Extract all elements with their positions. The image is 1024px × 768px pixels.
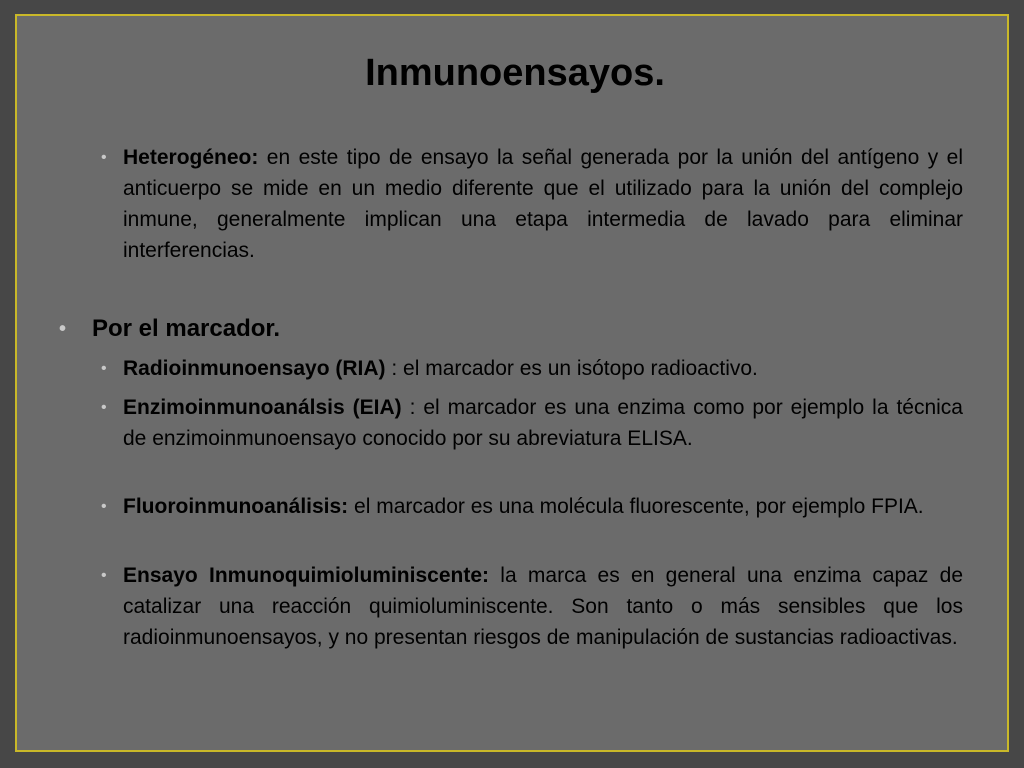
bullet-heterogeneo <box>101 142 963 266</box>
term-ria: Radioinmunoensayo (RIA) <box>123 357 386 380</box>
heading-marcador: Por el marcador. <box>92 315 281 342</box>
slide-title: Inmunoensayos. <box>365 52 665 94</box>
text-fluoro: el marcador es una molécula fluorescente, por ejemplo FPIA. <box>348 495 924 518</box>
bullet-icon: • <box>101 149 107 166</box>
text-ria: : el marcador es un isótopo radioactivo. <box>385 357 758 380</box>
bullet-icon: • <box>59 318 67 340</box>
term-fluoro: Fluoroinmunoanálisis: <box>123 495 349 518</box>
bullet-icon: • <box>101 360 107 377</box>
bullet-por-el-marcador <box>59 314 962 344</box>
bullet-eia <box>101 392 963 454</box>
text-heterogeneo: en este tipo de ensayo la señal generada por la unión del antígeno y el anticuerpo se mide en un medio diferente que el utilizado para la unión del complejo inmune, generalmente implican una etapa intermedia de lavado para eliminar interferencias. <box>123 146 963 262</box>
bullet-fluoro <box>101 491 963 522</box>
bullet-ria <box>101 353 963 384</box>
bullet-quimio <box>101 560 963 653</box>
bullet-icon: • <box>101 399 107 416</box>
term-heterogeneo: Heterogéneo: <box>123 146 259 169</box>
bullet-icon: • <box>101 567 107 584</box>
text-quimio: la marca es en general una enzima capaz de catalizar una reacción quimioluminiscente. Son tanto o más sensibles que los radioinmunoensayos, y no presentan riesgos de manipulación de sustancias radioactivas. <box>123 564 963 649</box>
bullet-icon: • <box>101 498 107 515</box>
term-eia: Enzimoinmunoanálsis (EIA) <box>123 396 402 419</box>
term-quimio: Ensayo Inmunoquimioluminiscente: <box>123 564 489 587</box>
text-eia: : el marcador es una enzima como por ejemplo la técnica de enzimoinmunoensayo conocido por su abreviatura ELISA. <box>123 396 963 450</box>
